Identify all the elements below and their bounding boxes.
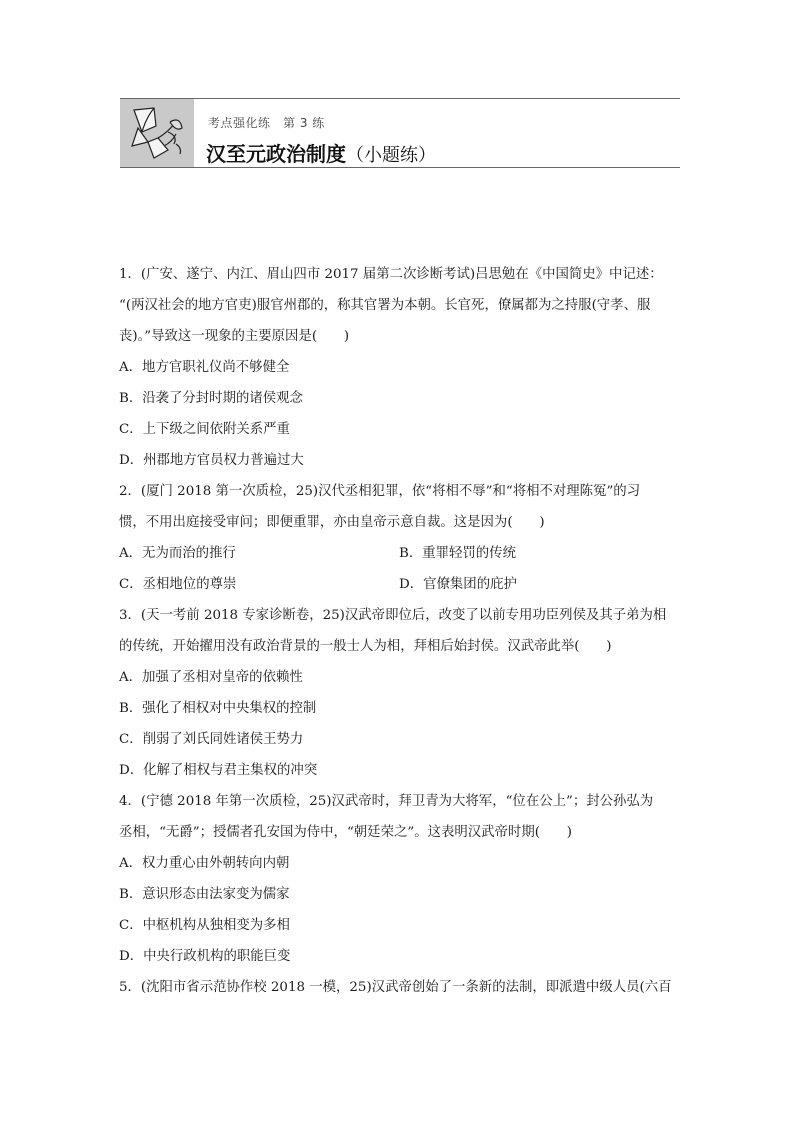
- option-b: B．意识形态由法家变为儒家: [119, 887, 290, 902]
- option-a: A．无为而治的推行: [119, 546, 236, 561]
- question-text-line: 3．(天一考前 2018 专家诊断卷，25)汉武帝即位后，改变了以前专用功臣列侯及其子弟为相: [119, 608, 667, 623]
- option-a: A．加强了丞相对皇帝的依赖性: [119, 670, 303, 685]
- title-paren: （小题练）: [346, 145, 436, 166]
- page-header: [120, 98, 680, 168]
- option-row: [119, 544, 679, 575]
- option-c: C．削弱了刘氏同姓诸侯王势力: [119, 732, 304, 747]
- title-main: 汉至元政治制度: [206, 142, 346, 166]
- question-text-line: “(两汉社会的地方官吏)服官州郡的，称其官署为本朝。长官死，僚属都为之持服(守孝、服: [119, 298, 651, 313]
- question-3: [119, 606, 679, 792]
- question-4: [119, 792, 679, 978]
- option-row: [119, 575, 679, 606]
- option-c: C．上下级之间依附关系严重: [119, 422, 290, 437]
- question-text-line: 5．(沈阳市省示范协作校 2018 一模，25)汉武帝创始了一条新的法制，即派遣中级人员(六百: [119, 980, 672, 995]
- question-text-line: 1．(广安、遂宁、内江、眉山四市 2017 届第二次诊断考试)吕思勉在《中国简史》中记述：: [119, 267, 663, 282]
- question-1: [119, 265, 679, 482]
- option-a: A．权力重心由外朝转向内朝: [119, 856, 290, 871]
- question-text-line: 4．(宁德 2018 年第一次质检，25)汉武帝时，拜卫青为大将军，“位在公上”；封公孙弘为: [119, 794, 654, 809]
- question-5: [119, 978, 679, 1009]
- option-d: D．官僚集团的庇护: [399, 577, 517, 592]
- header-bottom-rule: [120, 167, 680, 168]
- question-text-line: 2．(厦门 2018 第一次质检，25)汉代丞相犯罪，依“将相不辱”和“将相不对理陈冤”的习: [119, 484, 641, 499]
- option-d: D．中央行政机构的职能巨变: [119, 949, 291, 964]
- page-title: [206, 138, 436, 167]
- option-d: D．化解了相权与君主集权的冲突: [119, 763, 318, 778]
- exercise-subtitle: 考点强化练 第 3 练: [208, 116, 325, 130]
- header-top-rule: [120, 98, 680, 99]
- question-text-line: 惯，不用出庭接受审问；即便重罪，亦由皇帝示意自裁。这是因为( ): [119, 515, 545, 530]
- option-c: C．中枢机构从独相变为多相: [119, 918, 290, 933]
- option-b: B．重罪轻罚的传统: [399, 546, 516, 561]
- question-text-line: 丞相，“无爵”；授儒者孔安国为侍中，“朝廷荣之”。这表明汉武帝时期( ): [119, 825, 572, 840]
- flower-icon: [124, 102, 190, 164]
- option-a: A．地方官职礼仪尚不够健全: [119, 360, 290, 375]
- question-2: [119, 482, 679, 606]
- question-text-line: 的传统，开始擢用没有政治背景的一般士人为相，拜相后始封侯。汉武帝此举( ): [119, 639, 612, 654]
- option-c: C．丞相地位的尊崇: [119, 577, 237, 592]
- option-d: D．州郡地方官员权力普遍过大: [119, 453, 304, 468]
- option-b: B．强化了相权对中央集权的控制: [119, 701, 317, 716]
- question-text-line: 丧)。”导致这一现象的主要原因是( ): [119, 329, 350, 344]
- morning-glory-logo: [120, 99, 194, 167]
- option-b: B．沿袭了分封时期的诸侯观念: [119, 391, 303, 406]
- question-list: [119, 265, 679, 1009]
